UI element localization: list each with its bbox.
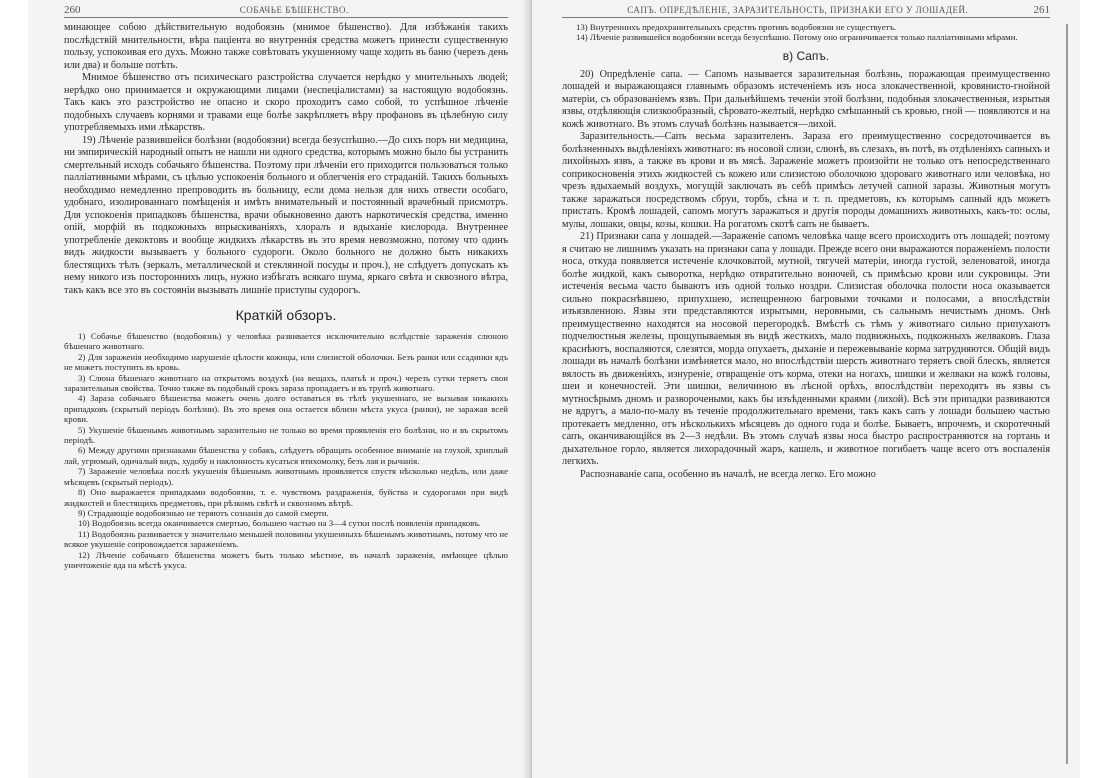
summary-item: 2) Для зараженія необходимо нарушеніе цѣлости кожицы, или слизистой оболочки. Безъ ранки или ссадинки ядъ не можетъ поступить въ кровь. bbox=[64, 351, 508, 373]
right-top-items bbox=[562, 22, 1050, 43]
summary-item: 8) Оно выражается припадками водобоязни, т. е. чувствомъ раздраженія, буйства и судорогами при видѣ жидкостей и блестящихъ предметовъ, при рѣзкомъ свѣтѣ и сквозномъ вѣтрѣ. bbox=[64, 487, 508, 508]
summary-item: 4) Зараза собачьяго бѣшенства можетъ очень долго оставаться въ тѣлѣ укушеннаго, не вызывая никакихъ припадковъ (скрытый періодъ болѣзни). Въ это время она остается вблизи мѣста укуса (ранки), не заражая всей крови. bbox=[64, 393, 508, 425]
summary-item: 7) Зараженіе человѣка послѣ укушенія бѣшенымъ животнымъ проявляется спустя нѣсколько недѣль, или даже мѣсяцевъ (скрытый періодъ). bbox=[64, 466, 508, 487]
summary-item: 11) Водобоязнь развивается у значительно меньшей половины укушенныхъ бѣшенымъ животнымъ, потому что не всякое укушеніе сопровождается зараженіемъ. bbox=[64, 528, 508, 550]
paragraph: Заразительность.—Сапъ весьма заразителенъ. Зараза его преимущественно сосредоточивается въ болѣзненныхъ выдѣленіяхъ животнаго: въ носовой слизи, слюнѣ, въ слезахъ, въ потѣ, въ отдѣленіяхъ сапныхъ и лихойныхъ язвъ, а также въ крови и въ мясѣ. Зараженіе можетъ произойти не только отъ непосредственнаго соприкосновенія этихъ жидкостей съ кожею или слизистою оболочкою здороваго животнаго или человѣка, но чрезъ вдыхаемый воздухъ, могущій заключать въ себѣ примѣсь летучей сапной заразы. Животныя могутъ также заражаться посредствомъ сбруи, торбъ, сѣна и т. п. предметовъ, къ которымъ сапный ядъ можетъ пристать. Кромѣ лошадей, сапомъ могутъ заражаться и другія породы домашнихъ животныхъ, какъ-то: ослы, мулы, лошаки, овцы, козы, кошки. На рогатомъ скотѣ сапъ не бываетъ. bbox=[562, 131, 1050, 230]
summary-item: 14) Лѣченіе развившейся водобоязни всегда безуспѣшно. Потому оно ограничивается только палліативными мѣрами. bbox=[576, 32, 1018, 43]
section-title: в) Сапъ. bbox=[782, 48, 830, 63]
paragraph: Распознаваніе сапа, особенно въ началѣ, не всегда легко. Его можно bbox=[580, 468, 876, 480]
scan-edge-line bbox=[1066, 24, 1068, 764]
left-body bbox=[64, 22, 508, 297]
summary-item: 13) Внутреннихъ предохранительныхъ средствъ противъ водобоязни не существуетъ. bbox=[576, 22, 897, 32]
paragraph: минающее собою дѣйствительную водобоязнь (мнимое бѣшенство). Для избѣжанія такихъ послѣдствій мнительности, вѣра паціента во внутреннія средства можетъ принести существенную пользу, успокоивая его духъ. Можно также совѣтовать укушенному чаще ходить въ баню (черезъ день или два) и больше потѣть. bbox=[64, 22, 508, 71]
summary-title: Краткій обзоръ. bbox=[235, 307, 337, 323]
summary-list bbox=[64, 331, 508, 570]
right-running-head bbox=[562, 4, 1050, 18]
left-page bbox=[28, 0, 530, 778]
right-body bbox=[562, 69, 1050, 482]
summary-item: 12) Лѣченіе собачьяго бѣшенства можетъ быть только мѣстное, въ началѣ зараженія, имѣющее цѣлью уничтоженіе яда на мѣстѣ укуса. bbox=[64, 549, 508, 570]
summary-item: 3) Слюна бѣшенаго животнаго на открытомъ воздухѣ (на вещахъ, платьѣ и проч.) черезъ сутки теряетъ свои заразительныя свойства. Точно также въ подобный срокъ зараза пропадаетъ и въ трупѣ животнаго. bbox=[64, 372, 508, 394]
summary-item: 6) Между другими признаками бѣшенства у собакъ, слѣдуетъ обращать особенное вниманіе на глухой, хриплый лай, угрюмый, одичалый видъ, худобу и наклонность кусаться втихомолку, безъ лая и рычанія. bbox=[64, 445, 508, 466]
summary-item: 10) Водобоязнь всегда оканчивается смертью, большею частью на 3—4 сутки послѣ появленія припадковъ. bbox=[78, 518, 481, 529]
right-page bbox=[532, 0, 1080, 778]
paragraph: 20) Опредѣленіе сапа. — Сапомъ называется заразительная болѣзнь, поражающая преимущественно лошадей и выражающаяся главнымъ образомъ истеченіемъ изъ носа злокачественной, кровянисто-гнойной матеріи, съ образованіемъ язвъ. При дальнѣйшемъ теченіи этой болѣзни, подобныя злокачественныя, изрытыя язвы, отдѣляющія слизкообразный, сѣровато-желтый, нерѣдко смѣшанный съ кровью, гной — появляются и на кожѣ животнаго. Въ этомъ случаѣ болѣзнь называется—лихой. bbox=[562, 68, 1050, 130]
paragraph: 21) Признаки сапа у лошадей.—Зараженіе сапомъ человѣка чаще всего происходитъ отъ лошадей; поэтому я считаю не лишнимъ указать на признаки сапа у лошади. Прежде всего они выражаются пораженіемъ полости носа, откуда появляется истеченіе клочковатой, мутной, тягучей матеріи, иногда густой, зеленоватой, иногда болѣе жидкой, какъ сыворотка, нерѣдко отвратительно вонючей, съ примѣсью крови или сукровицы. Эти истеченія весьма часто бываютъ изъ одной только ноздри. Слизистая оболочка полости носа оказывается сильно покраснѣвшею, припухшею, испещренною багровыми точками и полосами, а впослѣдствіи изъязвленною. Язвы эти представляются изрытыми, неровными, съ сальнымъ нечистымъ дномъ. Онѣ преимущественно находятся на носовой перегородкѣ. Вмѣстѣ съ тѣмъ у животнаго сильно припухаютъ подчелюстныя железы, прощупываемыя въ видѣ жесткихъ, мало подвижныхъ, подкожныхъ желваковъ. Глаза краснѣютъ, воспаляются, слезятся, морда опухаетъ, дыханіе и пережевываніе корма затрудняются. Общій видъ лошади въ началѣ болѣзни измѣняется мало, но впослѣдствіи шерсть животнаго теряетъ свой блескъ, является вялость въ движеніяхъ, изнуреніе, отвращеніе отъ корма, отеки на ногахъ, шишки и желваки на кожѣ головы, шеи и конечностей. Эти шишки, величиною въ лѣсной орѣхъ, впослѣдствіи переходятъ въ язвы съ мутноcѣрымъ дномъ и разворочеными, какъ бы изъѣденными краями (лихой). Всѣ эти припадки развиваются не вдругъ, а мало-по-малу въ теченіе продолжительнаго времени, такъ какъ сапъ у лошади большею частью протекаетъ медленно, отъ нѣсколькихъ мѣсяцевъ до одного года и болѣе. Бываетъ, впрочемъ, и скоротечный сапъ, оканчивающійся въ 2—3 недѣли. Въ этомъ случаѣ язвы носа быстро распространяются на гортань и дыхательное горло, является лихорадочный жаръ, кашель, и животное погибаетъ чаще всего отъ воспаленія легкихъ. bbox=[562, 231, 1050, 468]
right-page-number: 261 bbox=[1033, 4, 1050, 16]
left-page-number: 260 bbox=[64, 4, 81, 16]
paragraph: 19) Лѣченіе развившейся болѣзни (водобоязни) всегда безуспѣшно.—До сихъ поръ ни медицина, ни эмпирическій народный опытъ не нашли ни одного средства, которымъ можно было бы устранить смертельный исходъ собачьяго бѣшенства. Поэтому при лѣченіи его приходится пользоваться только палліативными мѣрами, съ цѣлью успокоенія больного и облегченія его страданій. Такихъ больныхъ необходимо немедленно препроводить въ больницу, если дома нельзя для нихъ отвести особаго, удобнаго, изолированнаго помѣщенія и имѣть внимательный и постоянный врачебный присмотръ. Для успокоенія припадковъ бѣшенства, врачи обыкновенно даютъ наркотическія средства, именно опій, морфій въ подкожныхъ впрыскиваніяхъ, хлоралъ и вдыханіе кислорода. Внутреннее употребленіе декоктовъ и вообще жидкихъ лѣкарствъ въ это время невозможно, потому что одинъ видъ жидкости вызываетъ у больного судороги. Около больного не должно быть никакихъ блестящихъ тѣлъ (зеркалъ, металлической и стеклянной посуды и проч.), не слѣдуетъ допускать къ нему никого изъ постороннихъ лицъ, нужно избѣгать всякаго шума, яркаго свѣта и сквозного вѣтра, такъ какъ все это въ состояніи вызывать лишніе приступы судорогъ. bbox=[64, 134, 508, 296]
paragraph: Мнимое бѣшенство отъ психическаго разстройства случается нерѣдко у мнительныхъ людей; нерѣдко оно принимается и окружающими лицами (неспеціалистами) за настоящую водобоязнь. Такъ какъ это разстройство не опасно и скоро проходитъ само собой, то успѣшное лѣченіе подобныхъ случаевъ корнями и травами еще болѣе закрѣпляетъ вѣру профановъ въ цѣлебную силу употребляемыхъ ими лѣкарствъ. bbox=[64, 72, 508, 133]
left-header-title: СОБАЧЬЕ БѢШЕНСТВО. bbox=[239, 5, 349, 15]
summary-item: 1) Собачье бѣшенство (водобоязнь) у человѣка развивается исключительно вслѣдствіе зараженія слюною бѣшенаго животнаго. bbox=[64, 331, 508, 352]
right-header-title: САПЪ. ОПРЕДѢЛЕНІЕ, ЗАРАЗИТЕЛЬНОСТЬ, ПРИЗНАКИ ЕГО У ЛОШАДЕЙ. bbox=[627, 5, 969, 15]
summary-item: 9) Страдающіе водобоязнью не теряютъ сознанія до самой смерти. bbox=[78, 507, 329, 518]
left-running-head bbox=[64, 4, 508, 18]
summary-item: 5) Укушеніе бѣшенымъ животнымъ заразительно не только во время проявленія его болѣзни, но и въ скрытомъ періодѣ. bbox=[64, 424, 508, 446]
